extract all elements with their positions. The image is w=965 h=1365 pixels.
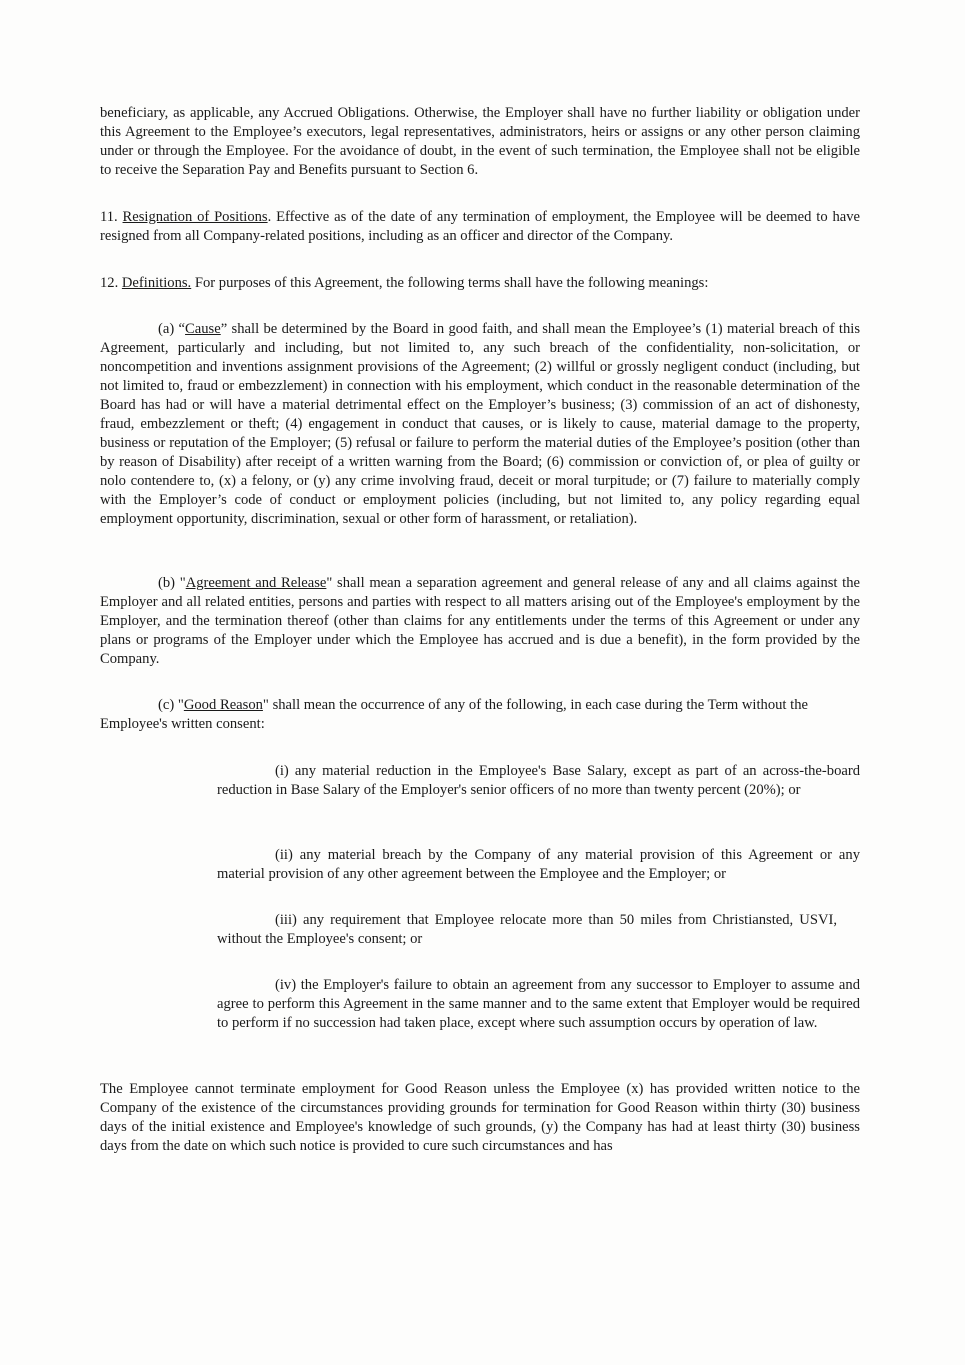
closing-paragraph: The Employee cannot terminate employment for Good Reason unless the Employee (x) has provided written notice to the Company of the existence of the circumstances providing grounds for termination for Good Reason within thirty (30) business days of the initial existence and Employee's knowledge of such grounds, (y) the Company has had at least thirty (30) business days from the date on which such notice is provided to cure such circumstances and has xyxy=(100,1081,860,1154)
section-12-number: 12. xyxy=(100,275,122,291)
definition-agreement-text: " shall mean a separation agreement and general release of any and all claims against the Employer and all related entities, persons and parties with respect to all matters arising out of the Employee's employment by the Employer, and the termination thereof (other than claims for any entitlements under the terms of this Agreement or under any plans or programs of the Employer under which the Employee has accrued and is due a benefit), in the form provided by the Company. xyxy=(100,575,861,667)
good-reason-item-iv: (iv) the Employer's failure to obtain an agreement from any successor to Employer to assume and agree to perform this Agreement in the same manner and to the same extent that Employer would be required to perform if no succession had taken place, except where such assumption occurs by operation of law. xyxy=(217,977,860,1031)
section-11-paragraph xyxy=(100,208,860,246)
definition-agreement-prefix: (b) " xyxy=(158,575,186,591)
definition-good-reason-text: " shall mean the occurrence of any of the following, in each case during the Term without the Employee's written consent: xyxy=(100,697,808,732)
definition-cause-term: Cause xyxy=(185,321,221,337)
good-reason-item-i: (i) any material reduction in the Employee's Base Salary, except as part of an across-the-board reduction in Base Salary of the Employer's senior officers of no more than twenty percent (20%); or xyxy=(217,763,860,798)
definition-good-reason-prefix: (c) " xyxy=(158,697,184,713)
definition-cause-text: ” shall be determined by the Board in good faith, and shall mean the Employee’s (1) material breach of this Agreement, particularly and including, but not limited to, any such breach of the confidentiality, non-solicitation, or noncompetition and inventions assignment provisions of the Agreement; (2) willful or grossly negligent conduct (including, but not limited to, fraud or embezzlement) in connection with his employment, which conduct in the reasonable determination of the Board has had or will have a material detrimental effect on the Employer’s business; (3) commission of an act of dishonesty, fraud, embezzlement or theft; (4) engagement in conduct that causes, or is likely to cause, material damage to the property, business or reputation of the Employer; (5) refusal or failure to perform the material duties of the Employee’s position (other than by reason of Disability) after receipt of a written warning from the Board; (6) commission or conviction of, or plea of guilty or nolo contendere to, (x) a felony, or (y) any crime involving fraud, deceit or moral turpitude; or (7) failure to materially comply with the Employer’s code of conduct or employment policies (including, but not limited to, any policy regarding equal employment opportunity, discrimination, sexual or other form of harassment, or retaliation). xyxy=(100,321,860,527)
definition-cause xyxy=(100,320,860,529)
continuation-paragraph: beneficiary, as applicable, any Accrued Obligations. Otherwise, the Employer shall have no further liability or obligation under this Agreement to the Employee’s executors, legal representatives, administrators, heirs or assigns or any other person claiming under or through the Employee. For the avoidance of doubt, in the event of such termination, the Employee shall not be eligible to receive the Separation Pay and Benefits pursuant to Section 6. xyxy=(100,105,860,178)
definition-cause-prefix: (a) “ xyxy=(158,321,186,337)
definition-good-reason-term: Good Reason xyxy=(183,697,263,713)
section-12-heading: Definitions. xyxy=(121,275,192,291)
definition-agreement-and-release xyxy=(100,574,860,669)
section-11-heading: Resignation of Positions xyxy=(122,209,268,225)
good-reason-item-ii: (ii) any material breach by the Company of any material provision of this Agreement or any material provision of any other agreement between the Employee and the Employer; or xyxy=(217,847,860,882)
section-12-text: For purposes of this Agreement, the following terms shall have the following meanings: xyxy=(191,275,709,291)
section-12-paragraph xyxy=(100,274,860,293)
section-11-text: . Effective as of the date of any termination of employment, the Employee will be deemed to have resigned from all Company-related positions, including as an officer and director of the Company. xyxy=(100,209,860,244)
section-11-number: 11. xyxy=(100,209,123,225)
definition-agreement-term: Agreement and Release xyxy=(185,575,327,591)
definition-good-reason xyxy=(100,696,808,734)
good-reason-item-iii: (iii) any requirement that Employee relocate more than 50 miles from Christiansted, USVI, without the Employee's consent; or xyxy=(217,912,837,947)
